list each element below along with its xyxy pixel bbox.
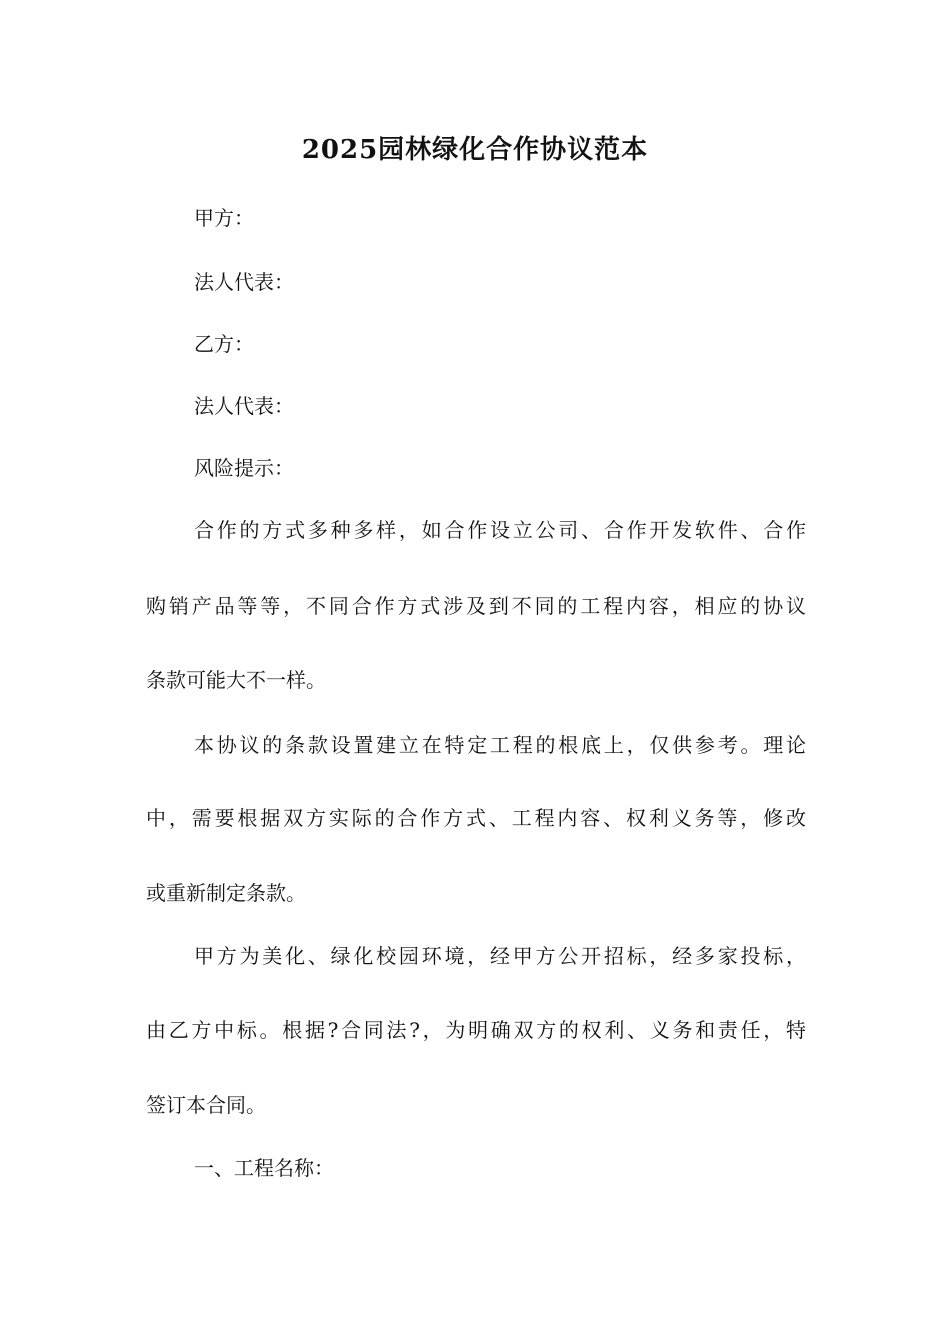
document-title: 2025园林绿化合作协议范本 [301,135,649,165]
paragraph-3-line-3: 签订本合同。 [146,1093,266,1117]
paragraph-2-line-1: 本协议的条款设置建立在特定工程的根底上，仅供参考。理论 [194,733,806,757]
paragraph-3-line-1: 甲方为美化、绿化校园环境，经甲方公开招标，经多家投标， [194,944,806,968]
party-b-representative-label: 法人代表： [194,394,294,418]
paragraph-3-line-2: 由乙方中标。根据?合同法?，为明确双方的权利、义务和责任，特 [146,1018,806,1042]
party-a-label: 甲方： [194,206,254,230]
risk-notice-heading: 风险提示： [194,456,294,480]
paragraph-2-line-2: 中，需要根据双方实际的合作方式、工程内容、权利义务等，修改 [146,806,806,830]
party-a-representative-label: 法人代表： [194,270,294,294]
paragraph-1-line-3: 条款可能大不一样。 [146,668,326,692]
paragraph-1-line-1: 合作的方式多种多样，如合作设立公司、合作开发软件、合作 [194,518,806,542]
paragraph-2-line-3: 或重新制定条款。 [146,881,306,905]
party-b-label: 乙方： [194,332,254,356]
section-1-heading: 一、工程名称： [194,1156,334,1180]
paragraph-1-line-2: 购销产品等等，不同合作方式涉及到不同的工程内容，相应的协议 [146,594,806,618]
